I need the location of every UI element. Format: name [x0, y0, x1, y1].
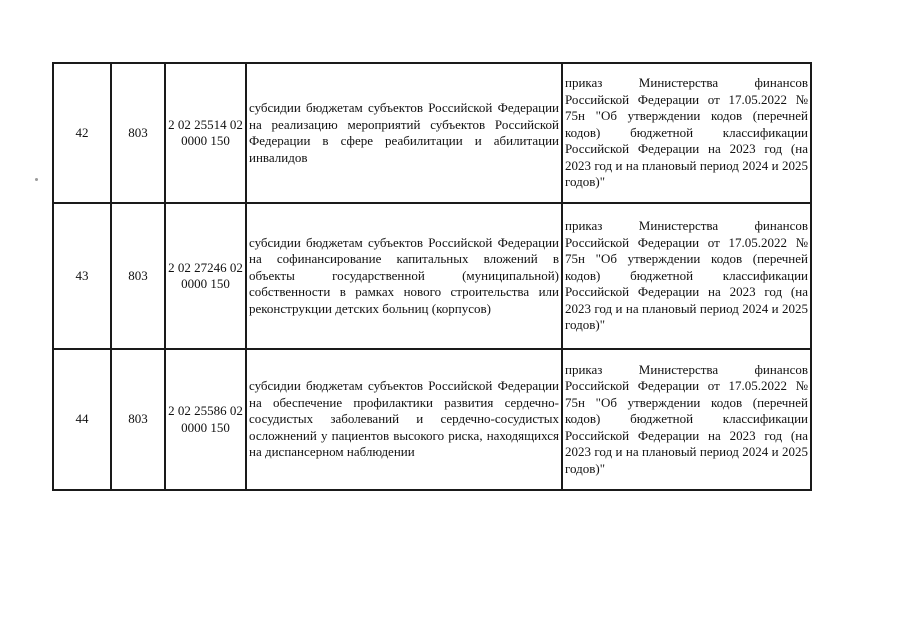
- row-number: 43: [53, 203, 111, 349]
- row-number: 44: [53, 349, 111, 490]
- income-name: субсидии бюджетам субъектов Российской Федерации на софинансирование капитальных вложений в объекты государственной (муниципальной) собственности в рамках нового строительства или реконструкции детских больниц (корпусов): [246, 203, 562, 349]
- budget-classification-table: [52, 62, 812, 491]
- table-row: [53, 349, 811, 490]
- income-code: 2 02 25586 02 0000 150: [165, 349, 246, 490]
- legal-basis: приказ Министерства финансов Российской Федерации от 17.05.2022 № 75н "Об утверждении кодов (перечней кодов) бюджетной классификации Российской Федерации на 2023 год (на 2023 год и на плановый период 2024 и 2025 годов)": [562, 63, 811, 203]
- administrator-code: 803: [111, 203, 165, 349]
- row-number: 42: [53, 63, 111, 203]
- legal-basis: приказ Министерства финансов Российской Федерации от 17.05.2022 № 75н "Об утверждении кодов (перечней кодов) бюджетной классификации Российской Федерации на 2023 год (на 2023 год и на плановый период 2024 и 2025 годов)": [562, 349, 811, 490]
- income-code: 2 02 27246 02 0000 150: [165, 203, 246, 349]
- income-code: 2 02 25514 02 0000 150: [165, 63, 246, 203]
- scan-speck: [35, 178, 38, 181]
- table-row: [53, 63, 811, 203]
- legal-basis: приказ Министерства финансов Российской Федерации от 17.05.2022 № 75н "Об утверждении кодов (перечней кодов) бюджетной классификации Российской Федерации на 2023 год (на 2023 год и на плановый период 2024 и 2025 годов)": [562, 203, 811, 349]
- table-row: [53, 203, 811, 349]
- administrator-code: 803: [111, 63, 165, 203]
- income-name: субсидии бюджетам субъектов Российской Федерации на реализацию мероприятий субъектов Российской Федерации в сфере реабилитации и абилитации инвалидов: [246, 63, 562, 203]
- administrator-code: 803: [111, 349, 165, 490]
- income-name: субсидии бюджетам субъектов Российской Федерации на обеспечение профилактики развития сердечно-сосудистых заболеваний и сердечно-сосудистых осложнений у пациентов высокого риска, находящихся на диспансерном наблюдении: [246, 349, 562, 490]
